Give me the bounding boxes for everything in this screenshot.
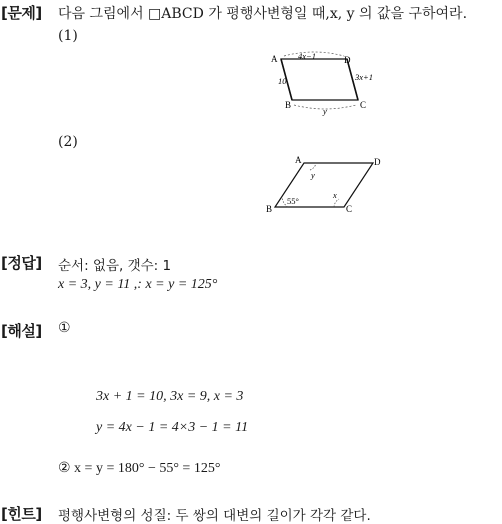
fig2-vertex-b: B bbox=[266, 204, 273, 214]
fig1-vertex-a: A bbox=[271, 54, 278, 64]
answer-line-1: 순서: 없음, 갯수: 1 bbox=[58, 258, 172, 274]
problem-tag: [문제] bbox=[1, 4, 42, 22]
fig2-angle-a: y bbox=[311, 170, 315, 180]
fig1-label-left: 10 bbox=[278, 76, 287, 86]
solution-tag: [해설] bbox=[1, 322, 42, 340]
fig1-vertex-b: B bbox=[285, 100, 292, 110]
solution-equation-2: y = 4x − 1 = 4×3 − 1 = 11 bbox=[96, 420, 249, 435]
fig2-vertex-d: D bbox=[374, 157, 381, 167]
hint-text: 평행사변형의 성질: 두 쌍의 대변의 길이가 각각 같다. bbox=[58, 508, 371, 524]
fig2-angle-c: x bbox=[333, 190, 337, 200]
solution-marker-1: ① bbox=[58, 320, 71, 336]
fig2-vertex-a: A bbox=[295, 155, 302, 165]
part-2-label: (2) bbox=[58, 134, 78, 150]
fig1-label-top: 4x−1 bbox=[298, 51, 317, 61]
fig1-label-right: 3x+1 bbox=[355, 72, 374, 82]
fig2-angle-b: 55° bbox=[287, 196, 299, 206]
part-1-label: (1) bbox=[58, 28, 78, 44]
solution-line-3: ② x = y = 180° − 55° = 125° bbox=[58, 461, 221, 476]
fig1-vertex-c: C bbox=[360, 100, 367, 110]
hint-tag: [힌트] bbox=[1, 505, 42, 523]
figure-1-parallelogram bbox=[268, 48, 384, 118]
solution-equation-1: 3x + 1 = 10, 3x = 9, x = 3 bbox=[96, 389, 244, 404]
fig1-vertex-d: D bbox=[344, 55, 351, 65]
figure-2-parallelogram bbox=[262, 152, 392, 216]
problem-statement: 다음 그림에서 □ABCD 가 평행사변형일 때,x, y 의 값을 구하여라. bbox=[58, 6, 468, 22]
fig2-vertex-c: C bbox=[346, 204, 353, 214]
answer-tag: [정답] bbox=[1, 254, 42, 272]
answer-line-2: x = 3, y = 11 ,: x = y = 125° bbox=[58, 277, 218, 292]
fig1-label-bottom: y bbox=[323, 106, 327, 116]
